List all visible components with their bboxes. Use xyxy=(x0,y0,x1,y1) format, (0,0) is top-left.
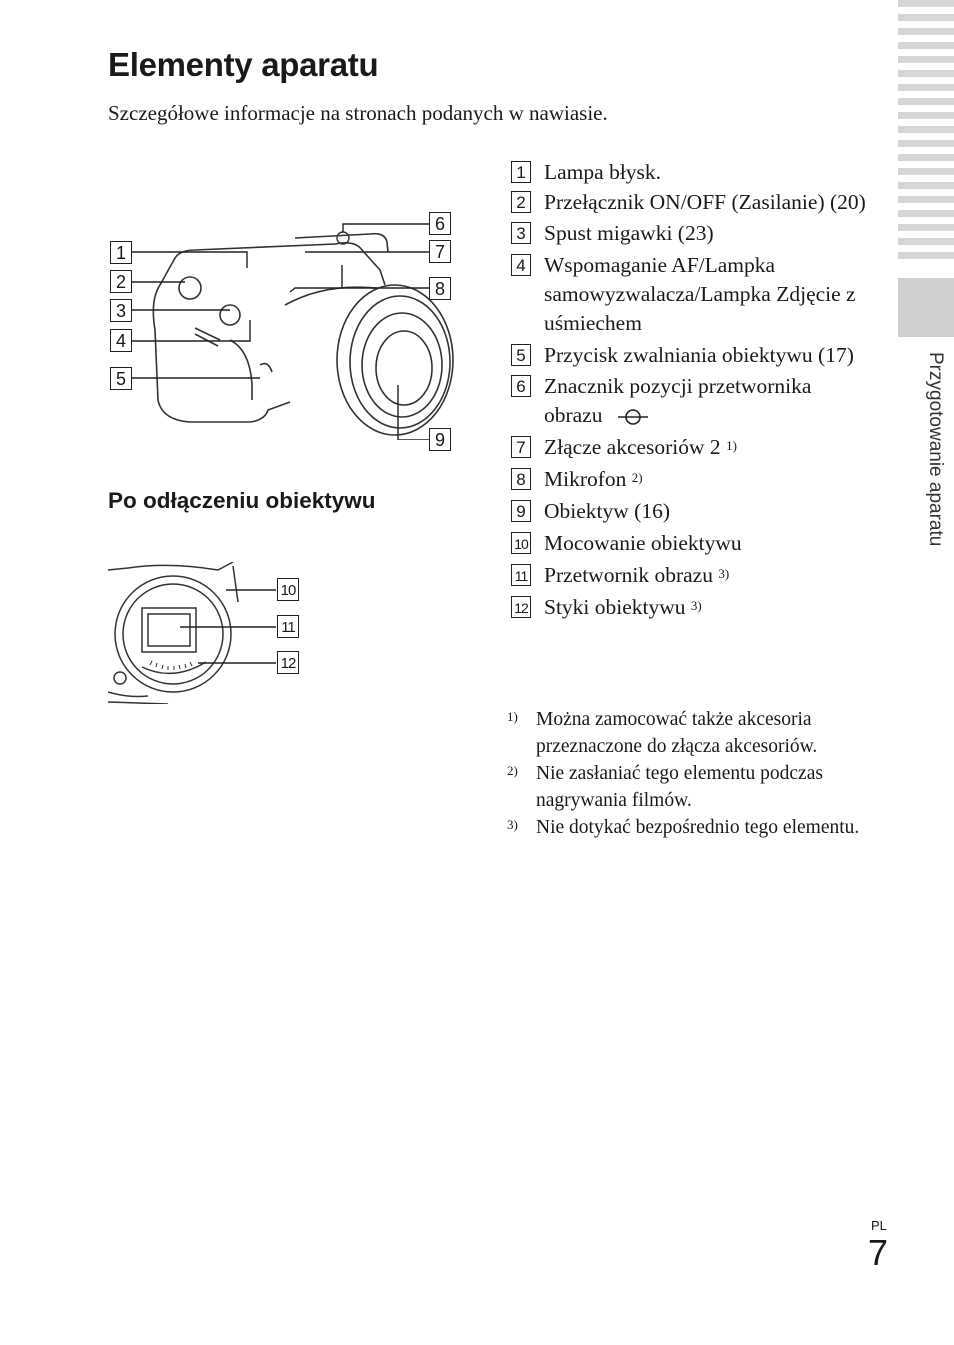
item-number: 5 xyxy=(511,344,531,366)
side-index-strip xyxy=(898,0,954,266)
footnote-text: Można zamocować także akcesoria przeznaczone do złącza akcesoriów. xyxy=(536,709,818,757)
callout-9: 9 xyxy=(429,428,451,451)
item-text: Mocowanie obiektywu xyxy=(544,531,742,555)
item-text: Złącze akcesoriów 2 xyxy=(544,435,721,459)
callout-3: 3 xyxy=(110,299,132,322)
footnote-text: Nie dotykać bezpośrednio tego elementu. xyxy=(536,817,860,838)
list-item xyxy=(511,158,871,187)
footnotes xyxy=(507,706,867,841)
callout-5: 5 xyxy=(110,367,132,390)
footnote xyxy=(507,760,867,814)
footnote xyxy=(507,706,867,760)
section-tab xyxy=(898,278,954,337)
item-text: Styki obiektywu xyxy=(544,595,686,619)
item-text: Znacznik pozycji przetwornika obrazu xyxy=(544,374,812,427)
parts-list xyxy=(511,158,871,622)
footnote-mark: 3) xyxy=(507,817,518,832)
callout-6: 6 xyxy=(429,212,451,235)
sensor-position-mark-icon xyxy=(616,408,650,426)
footnote-text: Nie zasłaniać tego elementu podczas nagrywania filmów. xyxy=(536,763,823,811)
item-number: 4 xyxy=(511,254,531,276)
footnote-mark: 2) xyxy=(507,763,518,778)
callout-7: 7 xyxy=(429,240,451,263)
item-text: Lampa błysk. xyxy=(544,160,662,184)
section-subtitle: Po odłączeniu obiektywu xyxy=(108,488,376,513)
item-number: 8 xyxy=(511,468,531,490)
footnote xyxy=(507,814,867,841)
list-item xyxy=(511,433,871,462)
camera-front-illustration xyxy=(100,210,460,440)
page-number: 7 xyxy=(868,1232,889,1273)
list-item xyxy=(511,219,871,248)
item-number: 9 xyxy=(511,500,531,522)
item-text: Obiektyw (16) xyxy=(544,499,670,523)
item-number: 12 xyxy=(511,596,531,618)
list-item xyxy=(511,465,871,494)
item-number: 11 xyxy=(511,564,531,586)
callout-2: 2 xyxy=(110,270,132,293)
item-number: 7 xyxy=(511,436,531,458)
page-language: PL xyxy=(871,1218,887,1233)
list-item xyxy=(511,561,871,590)
callout-4: 4 xyxy=(110,329,132,352)
callout-11: 11 xyxy=(277,615,299,638)
page-title: Elementy aparatu xyxy=(108,46,379,83)
callout-12: 12 xyxy=(277,651,299,674)
list-item xyxy=(511,593,871,622)
list-item xyxy=(511,529,871,558)
list-item xyxy=(511,188,871,217)
footnote-ref: 1) xyxy=(726,438,737,453)
item-text: Przycisk zwalniania obiektywu (17) xyxy=(544,343,854,367)
item-text: Spust migawki (23) xyxy=(544,221,714,245)
item-number: 2 xyxy=(511,191,531,213)
list-item xyxy=(511,341,871,370)
list-item xyxy=(511,497,871,526)
footnote-ref: 2) xyxy=(631,470,643,485)
footnote-ref: 3) xyxy=(690,598,702,613)
item-number: 3 xyxy=(511,222,531,244)
section-label: Przygotowanie aparatu xyxy=(925,352,946,547)
item-number: 1 xyxy=(511,161,531,183)
item-text: Przetwornik obrazu xyxy=(544,563,713,587)
item-number: 6 xyxy=(511,375,531,397)
callout-8: 8 xyxy=(429,277,451,300)
item-text: Wspomaganie AF/Lampka samowyzwalacza/Lampka Zdjęcie z uśmiechem xyxy=(544,253,856,335)
footnote-mark: 1) xyxy=(507,709,518,724)
item-text: Przełącznik ON/OFF (Zasilanie) (20) xyxy=(544,190,866,214)
callout-10: 10 xyxy=(277,578,299,601)
item-number: 10 xyxy=(511,532,531,554)
footnote-ref: 3) xyxy=(718,566,730,581)
item-text: Mikrofon xyxy=(544,467,627,491)
callout-1: 1 xyxy=(110,241,132,264)
intro-text: Szczegółowe informacje na stronach podanych w nawiasie. xyxy=(108,101,608,125)
list-item xyxy=(511,372,871,430)
list-item xyxy=(511,251,871,338)
